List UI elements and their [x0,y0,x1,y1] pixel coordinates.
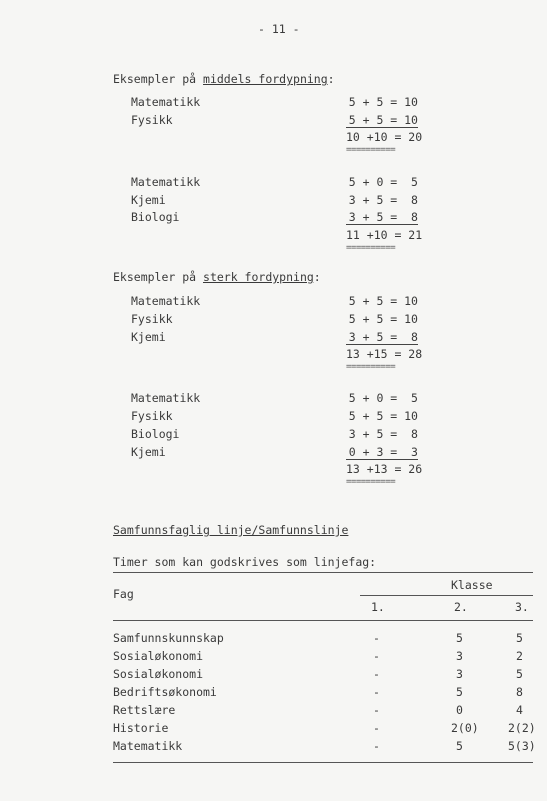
heading-sterk-prefix: Eksempler på [113,270,204,284]
subject-label: Kjemi [131,330,166,344]
heading-middels-prefix: Eksempler på [113,72,204,86]
klasse-rule [360,595,533,596]
double-rule: ========== [346,362,396,372]
table-cell-k1: - [373,703,380,717]
column-header-2: 2. [454,600,468,614]
sum-expression: 5 + 5 = 10 [346,114,418,128]
table-cell-fag: Sosialøkonomi [113,649,204,663]
table-cell-k1: - [373,685,380,699]
table-cell-k2: 0 [456,703,463,717]
table-cell-k2: 5 [456,685,463,699]
heading-sterk-underlined: sterk fordypning [203,270,314,284]
subject-label: Biologi [131,210,180,224]
sum-expression: 5 + 5 = 10 [348,312,418,326]
sum-total: 10 +10 = 20 [346,130,423,144]
heading-middels [113,73,335,86]
double-rule: ========== [346,477,396,487]
table-cell-k2: 5 [456,739,463,753]
double-rule: ========== [346,145,396,155]
table-cell-fag: Samfunnskunnskap [113,631,224,645]
sum-expression: 3 + 5 = 8 [348,193,418,207]
heading-middels-suffix: : [327,72,335,86]
sum-expression: 5 + 0 = 5 [348,175,418,189]
page-number: - 11 - [258,22,300,36]
subject-label: Kjemi [131,445,166,459]
sum-expression: 5 + 0 = 5 [348,391,418,405]
table-cell-k3: 2 [516,649,523,663]
table-cell-fag: Sosialøkonomi [113,667,204,681]
table-cell-k1: - [373,721,380,735]
table-cell-fag: Bedriftsøkonomi [113,685,217,699]
subject-label: Matematikk [131,95,201,109]
subject-label: Fysikk [131,113,173,127]
table-cell-k3: 5 [516,631,523,645]
table-cell-k2: 3 [456,649,463,663]
table-cell-k3: 5(3) [508,739,536,753]
subject-label: Fysikk [131,409,173,423]
sum-total: 11 +10 = 21 [346,228,423,242]
sum-expression: 3 + 5 = 8 [348,427,418,441]
subject-label: Biologi [131,427,180,441]
sum-expression: 3 + 5 = 8 [346,331,418,345]
column-header-1: 1. [371,600,385,614]
column-header-3: 3. [515,600,529,614]
table-cell-k2: 2(0) [451,721,479,735]
table-cell-k1: - [373,631,380,645]
sum-expression: 0 + 3 = 3 [346,446,418,460]
table-cell-k1: - [373,649,380,663]
table-cell-k1: - [373,667,380,681]
subject-label: Fysikk [131,312,173,326]
table-cell-k3: 4 [516,703,523,717]
sum-expression: 3 + 5 = 8 [346,211,418,225]
subject-label: Matematikk [131,391,201,405]
table-bottom-rule [113,762,533,763]
heading-sterk [113,271,321,284]
table-cell-k3: 8 [516,685,523,699]
table-header-rule [113,620,533,621]
table-cell-k3: 5 [516,667,523,681]
heading-sterk-suffix: : [313,270,321,284]
table-cell-k2: 5 [456,631,463,645]
subject-label: Kjemi [131,193,166,207]
sum-expression: 5 + 5 = 10 [348,95,418,109]
table-cell-k1: - [373,739,380,753]
intro-text: Timer som kan godskrives som linjefag: [113,555,377,569]
sum-total: 13 +13 = 26 [346,462,423,476]
heading-middels-underlined: middels fordypning [203,72,328,86]
table-cell-fag: Historie [113,721,169,735]
subject-label: Matematikk [131,294,201,308]
sum-total: 13 +15 = 28 [346,347,423,361]
column-header-klasse: Klasse [451,578,493,592]
subject-label: Matematikk [131,175,201,189]
section-heading-samfunn: Samfunnsfaglig linje/Samfunnslinje [113,523,349,537]
sum-expression: 5 + 5 = 10 [348,294,418,308]
table-top-rule [113,572,533,573]
table-cell-k3: 2(2) [508,721,536,735]
table-cell-fag: Matematikk [113,739,183,753]
sum-expression: 5 + 5 = 10 [348,409,418,423]
table-cell-k2: 3 [456,667,463,681]
table-cell-fag: Rettslære [113,703,176,717]
double-rule: ========== [346,243,396,253]
column-header-fag: Fag [113,587,134,601]
